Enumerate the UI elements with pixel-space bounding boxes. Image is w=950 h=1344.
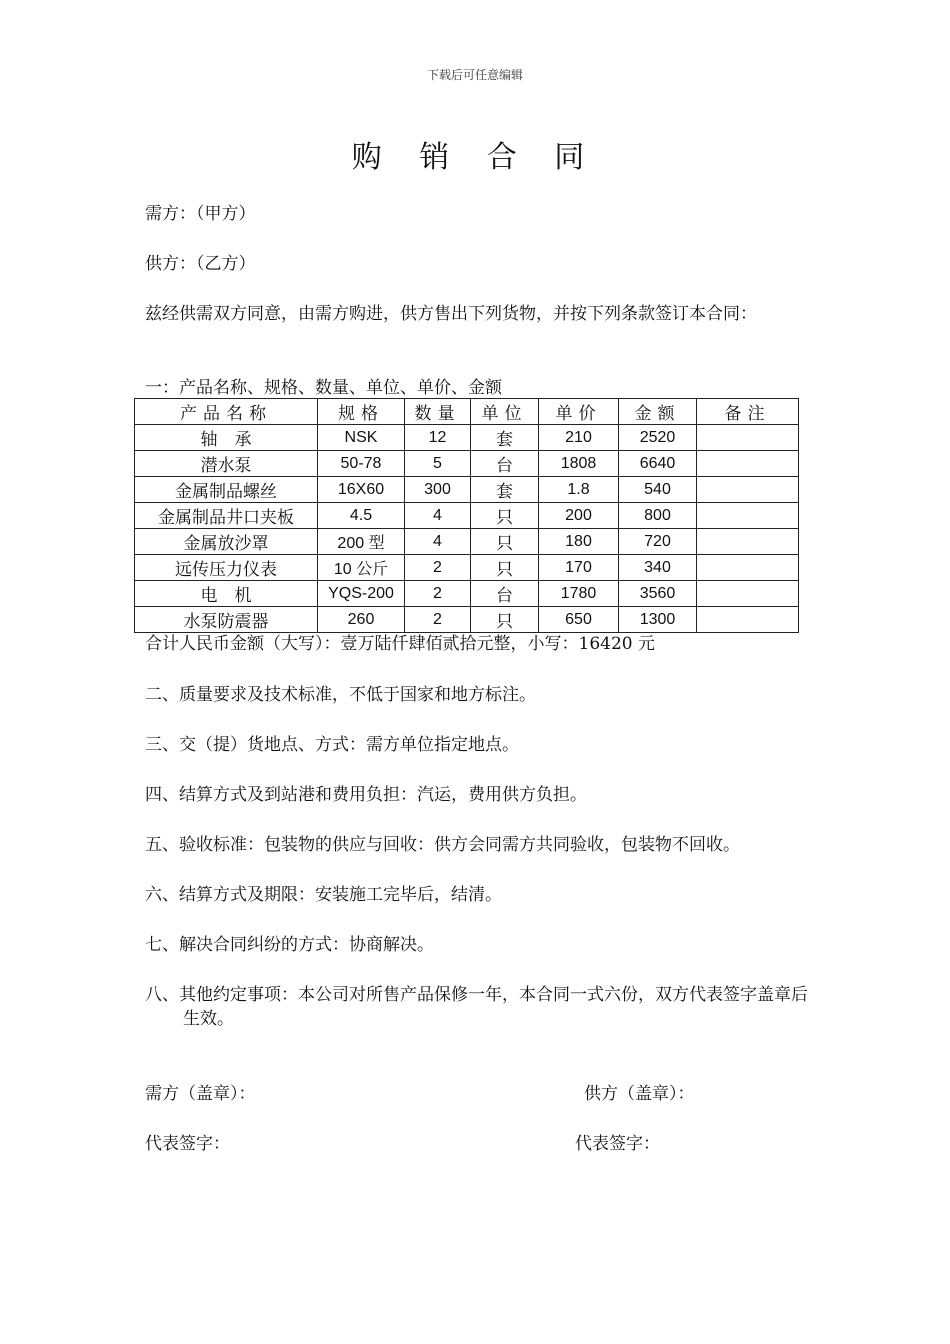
cell-note	[697, 529, 799, 555]
header-unit-price: 单价	[539, 399, 619, 425]
section-5: 五、验收标准：包装物的供应与回收：供方会同需方共同验收，包装物不回收。	[145, 835, 740, 855]
cell-note	[697, 451, 799, 477]
cell-unit: 只	[471, 529, 539, 555]
seller-seal-label: 供方（盖章）：	[584, 1084, 695, 1104]
cell-note	[697, 607, 799, 633]
cell-name: 水泵防震器	[135, 607, 318, 633]
cell-qty: 12	[405, 425, 471, 451]
table-row	[135, 477, 799, 503]
cell-spec: YQS-200	[318, 581, 405, 607]
buyer-line: 需方：（甲方）	[145, 204, 256, 224]
cell-price: 210	[539, 425, 619, 451]
cell-spec: 10 公斤	[318, 555, 405, 581]
intro-paragraph: 兹经供需双方同意，由需方购进，供方售出下列货物，并按下列条款签订本合同：	[145, 304, 757, 324]
header-unit: 单位	[471, 399, 539, 425]
cell-price: 170	[539, 555, 619, 581]
document-title: 购 销 合 同	[351, 140, 599, 175]
cell-qty: 5	[405, 451, 471, 477]
section-3: 三、交（提）货地点、方式：需方单位指定地点。	[145, 735, 519, 755]
cell-amount: 540	[619, 477, 697, 503]
cell-price: 1808	[539, 451, 619, 477]
cell-qty: 300	[405, 477, 471, 503]
cell-price: 650	[539, 607, 619, 633]
header-note: 下载后可任意编辑	[426, 68, 523, 82]
goods-table	[134, 398, 799, 633]
cell-price: 200	[539, 503, 619, 529]
seller-line: 供方：（乙方）	[145, 254, 256, 274]
table-row	[135, 529, 799, 555]
cell-amount: 6640	[619, 451, 697, 477]
cell-price: 1780	[539, 581, 619, 607]
cell-name: 远传压力仪表	[135, 555, 318, 581]
cell-name: 金属制品井口夹板	[135, 503, 318, 529]
cell-qty: 2	[405, 581, 471, 607]
section-6: 六、结算方式及期限：安装施工完毕后，结清。	[145, 885, 502, 905]
cell-amount: 3560	[619, 581, 697, 607]
header-quantity: 数量	[405, 399, 471, 425]
cell-name: 潜水泵	[135, 451, 318, 477]
cell-amount: 340	[619, 555, 697, 581]
total-amount-line: 合计人民币金额（大写）：壹万陆仟肆佰贰拾元整，小写：16420 元	[145, 634, 655, 654]
section-4: 四、结算方式及到站港和费用负担：汽运，费用供方负担。	[145, 785, 587, 805]
cell-qty: 2	[405, 555, 471, 581]
cell-note	[697, 581, 799, 607]
cell-name: 轴 承	[135, 425, 318, 451]
seller-representative-label: 代表签字：	[575, 1134, 660, 1154]
buyer-representative-label: 代表签字：	[145, 1134, 230, 1154]
cell-name: 金属制品螺丝	[135, 477, 318, 503]
header-product-name: 产品名称	[135, 399, 318, 425]
table-row	[135, 425, 799, 451]
cell-qty: 2	[405, 607, 471, 633]
table-header-row	[135, 399, 799, 425]
section-1-heading: 一：产品名称、规格、数量、单位、单价、金额	[145, 378, 502, 398]
cell-unit: 套	[471, 477, 539, 503]
cell-unit: 台	[471, 581, 539, 607]
table-row	[135, 503, 799, 529]
cell-spec: NSK	[318, 425, 405, 451]
buyer-seal-label: 需方（盖章）：	[145, 1084, 256, 1104]
table-row	[135, 555, 799, 581]
section-2: 二、质量要求及技术标准，不低于国家和地方标注。	[145, 685, 536, 705]
cell-note	[697, 477, 799, 503]
cell-name: 电 机	[135, 581, 318, 607]
cell-amount: 800	[619, 503, 697, 529]
table-row	[135, 581, 799, 607]
cell-unit: 只	[471, 503, 539, 529]
cell-amount: 720	[619, 529, 697, 555]
cell-price: 180	[539, 529, 619, 555]
cell-spec: 200 型	[318, 529, 405, 555]
header-amount: 金额	[619, 399, 697, 425]
table-row	[135, 607, 799, 633]
cell-unit: 只	[471, 607, 539, 633]
cell-spec: 4.5	[318, 503, 405, 529]
cell-spec: 260	[318, 607, 405, 633]
cell-spec: 50-78	[318, 451, 405, 477]
section-7: 七、解决合同纠纷的方式：协商解决。	[145, 935, 434, 955]
cell-qty: 4	[405, 503, 471, 529]
cell-unit: 只	[471, 555, 539, 581]
cell-name: 金属放沙罩	[135, 529, 318, 555]
cell-unit: 台	[471, 451, 539, 477]
cell-amount: 2520	[619, 425, 697, 451]
cell-spec: 16X60	[318, 477, 405, 503]
header-remarks: 备注	[697, 399, 799, 425]
cell-note	[697, 503, 799, 529]
cell-amount: 1300	[619, 607, 697, 633]
cell-price: 1.8	[539, 477, 619, 503]
cell-unit: 套	[471, 425, 539, 451]
cell-qty: 4	[405, 529, 471, 555]
header-spec: 规格	[318, 399, 405, 425]
cell-note	[697, 555, 799, 581]
cell-note	[697, 425, 799, 451]
section-8: 八、其他约定事项：本公司对所售产品保修一年，本合同一式六份，双方代表签字盖章后生效。	[145, 985, 808, 1029]
table-row	[135, 451, 799, 477]
